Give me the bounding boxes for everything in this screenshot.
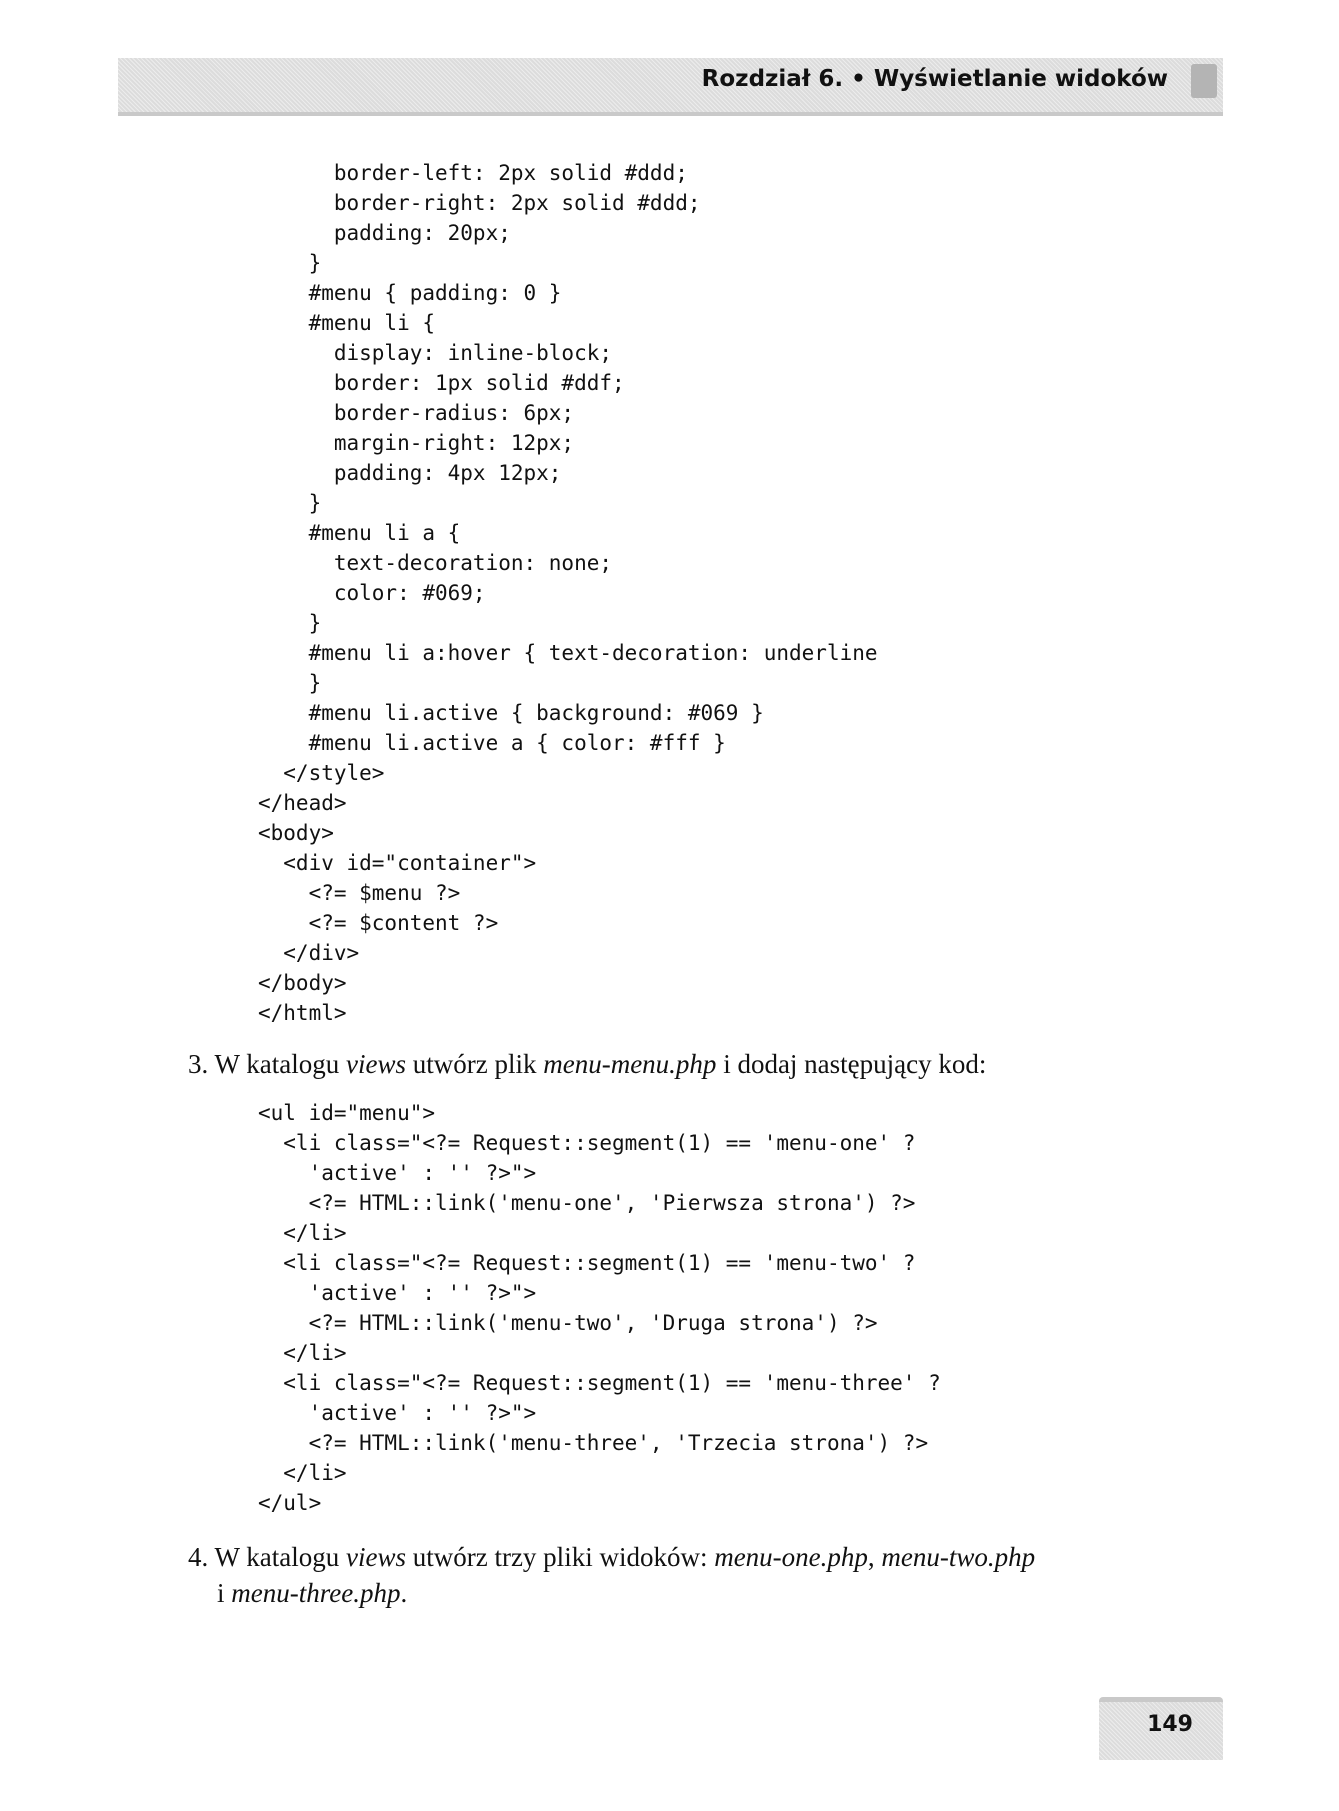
- code-line: </head>: [258, 791, 347, 815]
- file-name: menu-three.php: [231, 1578, 401, 1608]
- code-line: 'active' : '' ?>">: [258, 1281, 537, 1305]
- chapter-title: Rozdział 6. • Wyświetlanie widoków: [701, 66, 1168, 92]
- code-line: border-left: 2px solid #ddd;: [258, 161, 688, 185]
- file-name: menu-menu.php: [543, 1049, 717, 1079]
- page-number-tab: [1099, 1697, 1223, 1760]
- code-line: #menu li {: [258, 311, 436, 335]
- code-line: display: inline-block;: [258, 341, 613, 365]
- step-number: 4.: [188, 1542, 209, 1572]
- code-line: <?= $content ?>: [258, 911, 499, 935]
- code-line: <body>: [258, 821, 334, 845]
- code-line: <li class="<?= Request::segment(1) == 'menu-two' ?: [258, 1251, 916, 1275]
- code-line: </body>: [258, 971, 347, 995]
- code-line: </li>: [258, 1341, 347, 1365]
- code-line: #menu li a {: [258, 521, 461, 545]
- code-line: }: [258, 251, 322, 275]
- directory-name: views: [345, 1049, 406, 1079]
- header-tab-marker: [1191, 64, 1217, 98]
- code-block-menu-php: [258, 1098, 941, 1518]
- code-line: #menu li.active { background: #069 }: [258, 701, 764, 725]
- code-line: padding: 20px;: [258, 221, 511, 245]
- code-line: margin-right: 12px;: [258, 431, 575, 455]
- code-line: #menu li.active a { color: #fff }: [258, 731, 726, 755]
- code-line: <?= HTML::link('menu-one', 'Pierwsza strona') ?>: [258, 1191, 916, 1215]
- step-text: i: [217, 1578, 232, 1608]
- running-header: [118, 58, 1223, 116]
- code-line: </style>: [258, 761, 385, 785]
- step-4-instruction: [188, 1539, 1035, 1611]
- code-line: #menu li a:hover { text-decoration: underline: [258, 641, 878, 665]
- code-line: 'active' : '' ?>">: [258, 1401, 537, 1425]
- code-line: border-right: 2px solid #ddd;: [258, 191, 701, 215]
- code-line: color: #069;: [258, 581, 486, 605]
- code-line: <li class="<?= Request::segment(1) == 'menu-one' ?: [258, 1131, 916, 1155]
- step-text: utwórz plik: [405, 1049, 544, 1079]
- code-line: <?= HTML::link('menu-three', 'Trzecia strona') ?>: [258, 1431, 929, 1455]
- code-line: </li>: [258, 1221, 347, 1245]
- step-text: W katalogu: [208, 1049, 346, 1079]
- code-block-css-html: [258, 158, 878, 1028]
- code-line: <ul id="menu">: [258, 1101, 436, 1125]
- code-line: 'active' : '' ?>">: [258, 1161, 537, 1185]
- code-line: </html>: [258, 1001, 347, 1025]
- step-continuation: [188, 1575, 1035, 1611]
- code-line: <?= $menu ?>: [258, 881, 461, 905]
- step-text: .: [400, 1578, 408, 1608]
- step-text: ,: [867, 1542, 882, 1572]
- code-line: border-radius: 6px;: [258, 401, 575, 425]
- code-line: #menu { padding: 0 }: [258, 281, 562, 305]
- code-line: }: [258, 611, 322, 635]
- code-line: </ul>: [258, 1491, 322, 1515]
- directory-name: views: [345, 1542, 406, 1572]
- step-text: utwórz trzy pliki widoków:: [405, 1542, 715, 1572]
- code-line: <div id="container">: [258, 851, 537, 875]
- code-line: <li class="<?= Request::segment(1) == 'menu-three' ?: [258, 1371, 941, 1395]
- code-line: padding: 4px 12px;: [258, 461, 562, 485]
- code-line: <?= HTML::link('menu-two', 'Druga strona') ?>: [258, 1311, 878, 1335]
- code-line: </div>: [258, 941, 360, 965]
- code-line: </li>: [258, 1461, 347, 1485]
- step-number: 3.: [188, 1049, 209, 1079]
- step-3-instruction: [188, 1046, 986, 1082]
- code-line: border: 1px solid #ddf;: [258, 371, 625, 395]
- code-line: text-decoration: none;: [258, 551, 613, 575]
- code-line: }: [258, 491, 322, 515]
- code-line: }: [258, 671, 322, 695]
- step-text: i dodaj następujący kod:: [716, 1049, 987, 1079]
- file-name: menu-two.php: [881, 1542, 1036, 1572]
- step-text: W katalogu: [208, 1542, 346, 1572]
- file-name: menu-one.php: [714, 1542, 868, 1572]
- page-number: 149: [1147, 1712, 1193, 1737]
